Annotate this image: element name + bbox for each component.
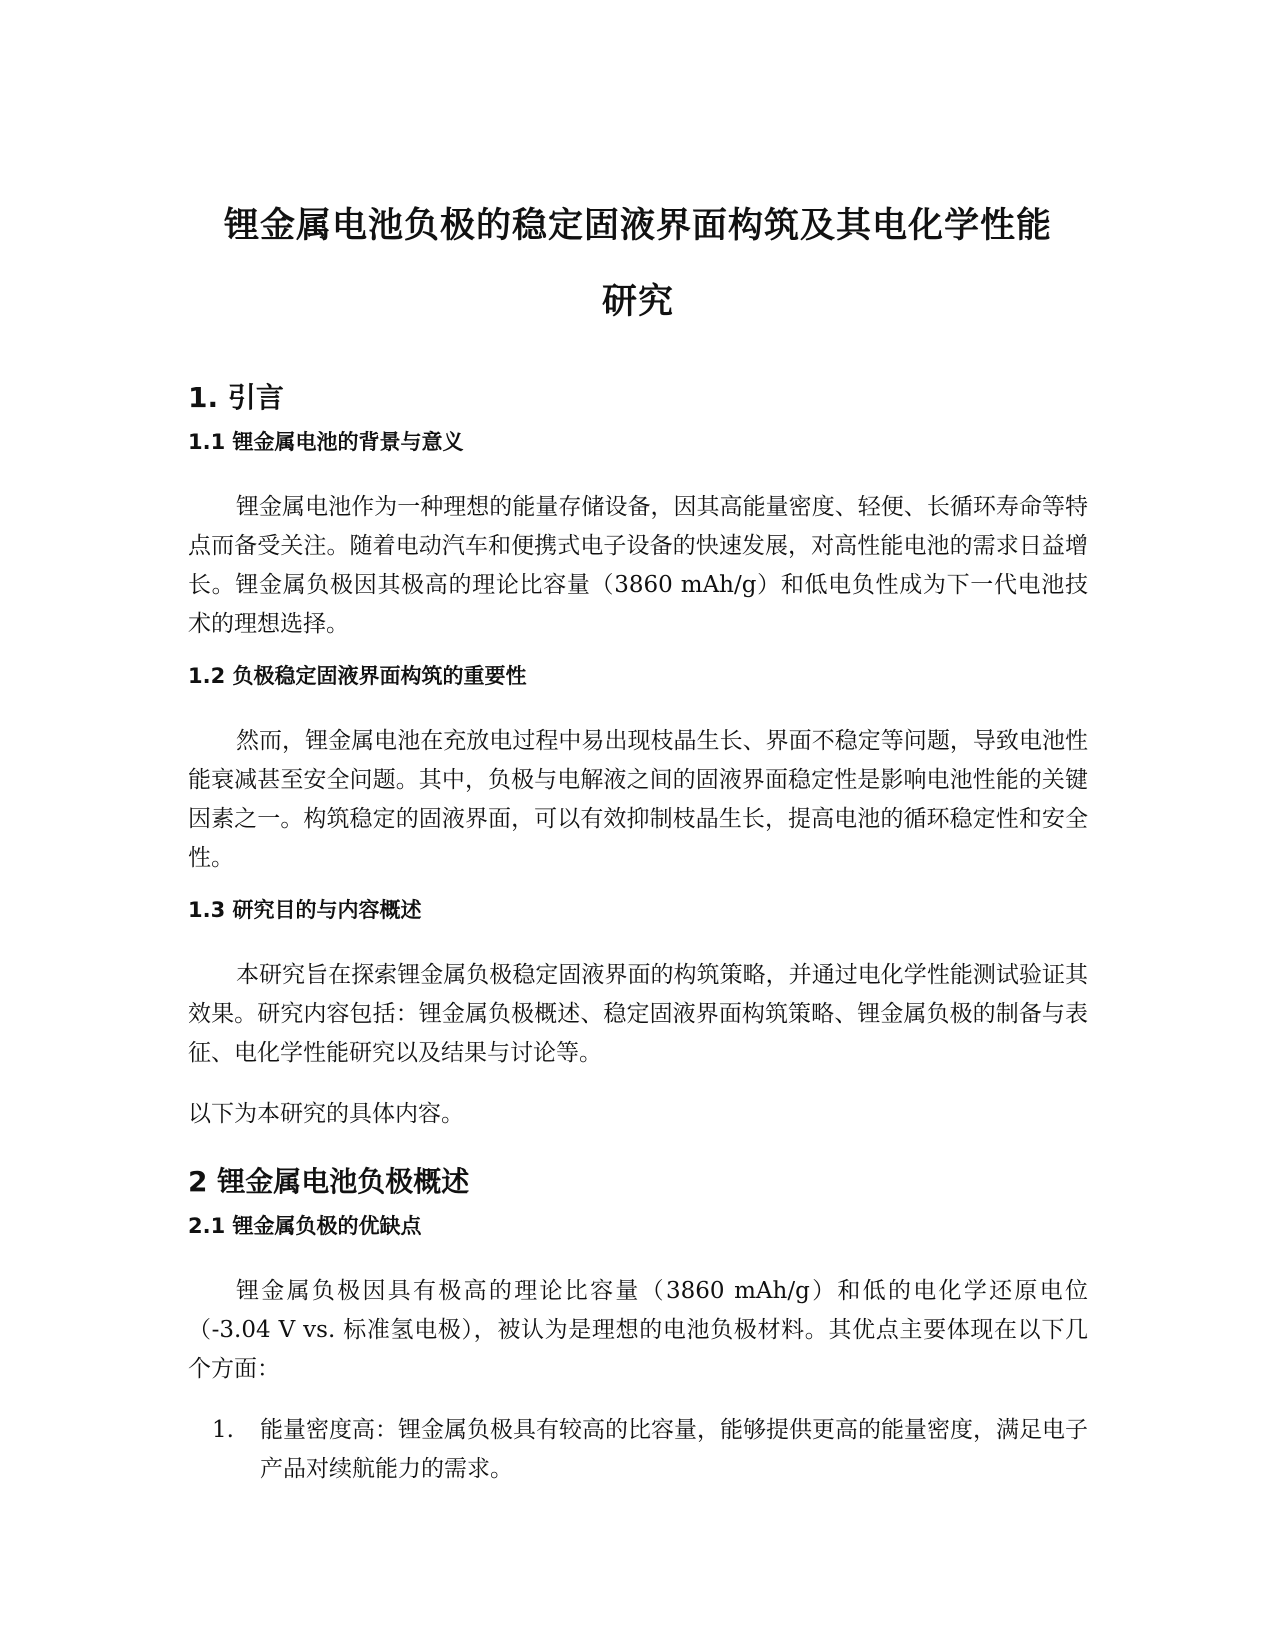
- document-body: [188, 188, 1088, 1489]
- paragraph-closing-note: 以下为本研究的具体内容。: [188, 1101, 464, 1127]
- section-heading-introduction: 1. 引言: [188, 381, 284, 414]
- list-item: [188, 1411, 1088, 1489]
- paragraph-research-objectives: 本研究旨在探索锂金属负极稳定固液界面的构筑策略，并通过电化学性能测试验证其效果。研究内容包括：锂金属负极概述、稳定固液界面构筑策略、锂金属负极的制备与表征、电化学性能研究以及结果与讨论等。: [188, 962, 1088, 1066]
- paragraph-interface-importance: 然而，锂金属电池在充放电过程中易出现枝晶生长、界面不稳定等问题，导致电池性能衰减甚至安全问题。其中，负极与电解液之间的固液界面稳定性是影响电池性能的关键因素之一。构筑稳定的固液界面，可以有效抑制枝晶生长，提高电池的循环稳定性和安全性。: [188, 728, 1088, 871]
- advantages-list: [188, 1411, 1088, 1489]
- subsection-heading-research-objectives: 1.3 研究目的与内容概述: [188, 898, 422, 922]
- title-line-1: 锂金属电池负极的稳定固液界面构筑及其电化学性能: [223, 206, 1052, 246]
- section-heading-anode-overview: 2 锂金属电池负极概述: [188, 1165, 470, 1198]
- paragraph-pros-cons: 锂金属负极因具有极高的理论比容量（3860 mAh/g）和低的电化学还原电位（-3.04 V vs. 标准氢电极），被认为是理想的电池负极材料。其优点主要体现在以下几个方面：: [188, 1278, 1088, 1382]
- subsection-heading-pros-cons: 2.1 锂金属负极的优缺点: [188, 1214, 422, 1238]
- list-item-number: 1.: [212, 1417, 234, 1443]
- paragraph-background: 锂金属电池作为一种理想的能量存储设备，因其高能量密度、轻便、长循环寿命等特点而备受关注。随着电动汽车和便携式电子设备的快速发展，对高性能电池的需求日益增长。锂金属负极因其极高的理论比容量（3860 mAh/g）和低电负性成为下一代电池技术的理想选择。: [188, 494, 1088, 637]
- document-title: [188, 188, 1088, 340]
- list-item-text: 能量密度高：锂金属负极具有较高的比容量，能够提供更高的能量密度，满足电子产品对续航能力的需求。: [260, 1417, 1088, 1482]
- subsection-heading-interface-importance: 1.2 负极稳定固液界面构筑的重要性: [188, 664, 527, 688]
- title-line-2: 研究: [601, 282, 674, 322]
- subsection-heading-background: 1.1 锂金属电池的背景与意义: [188, 430, 464, 454]
